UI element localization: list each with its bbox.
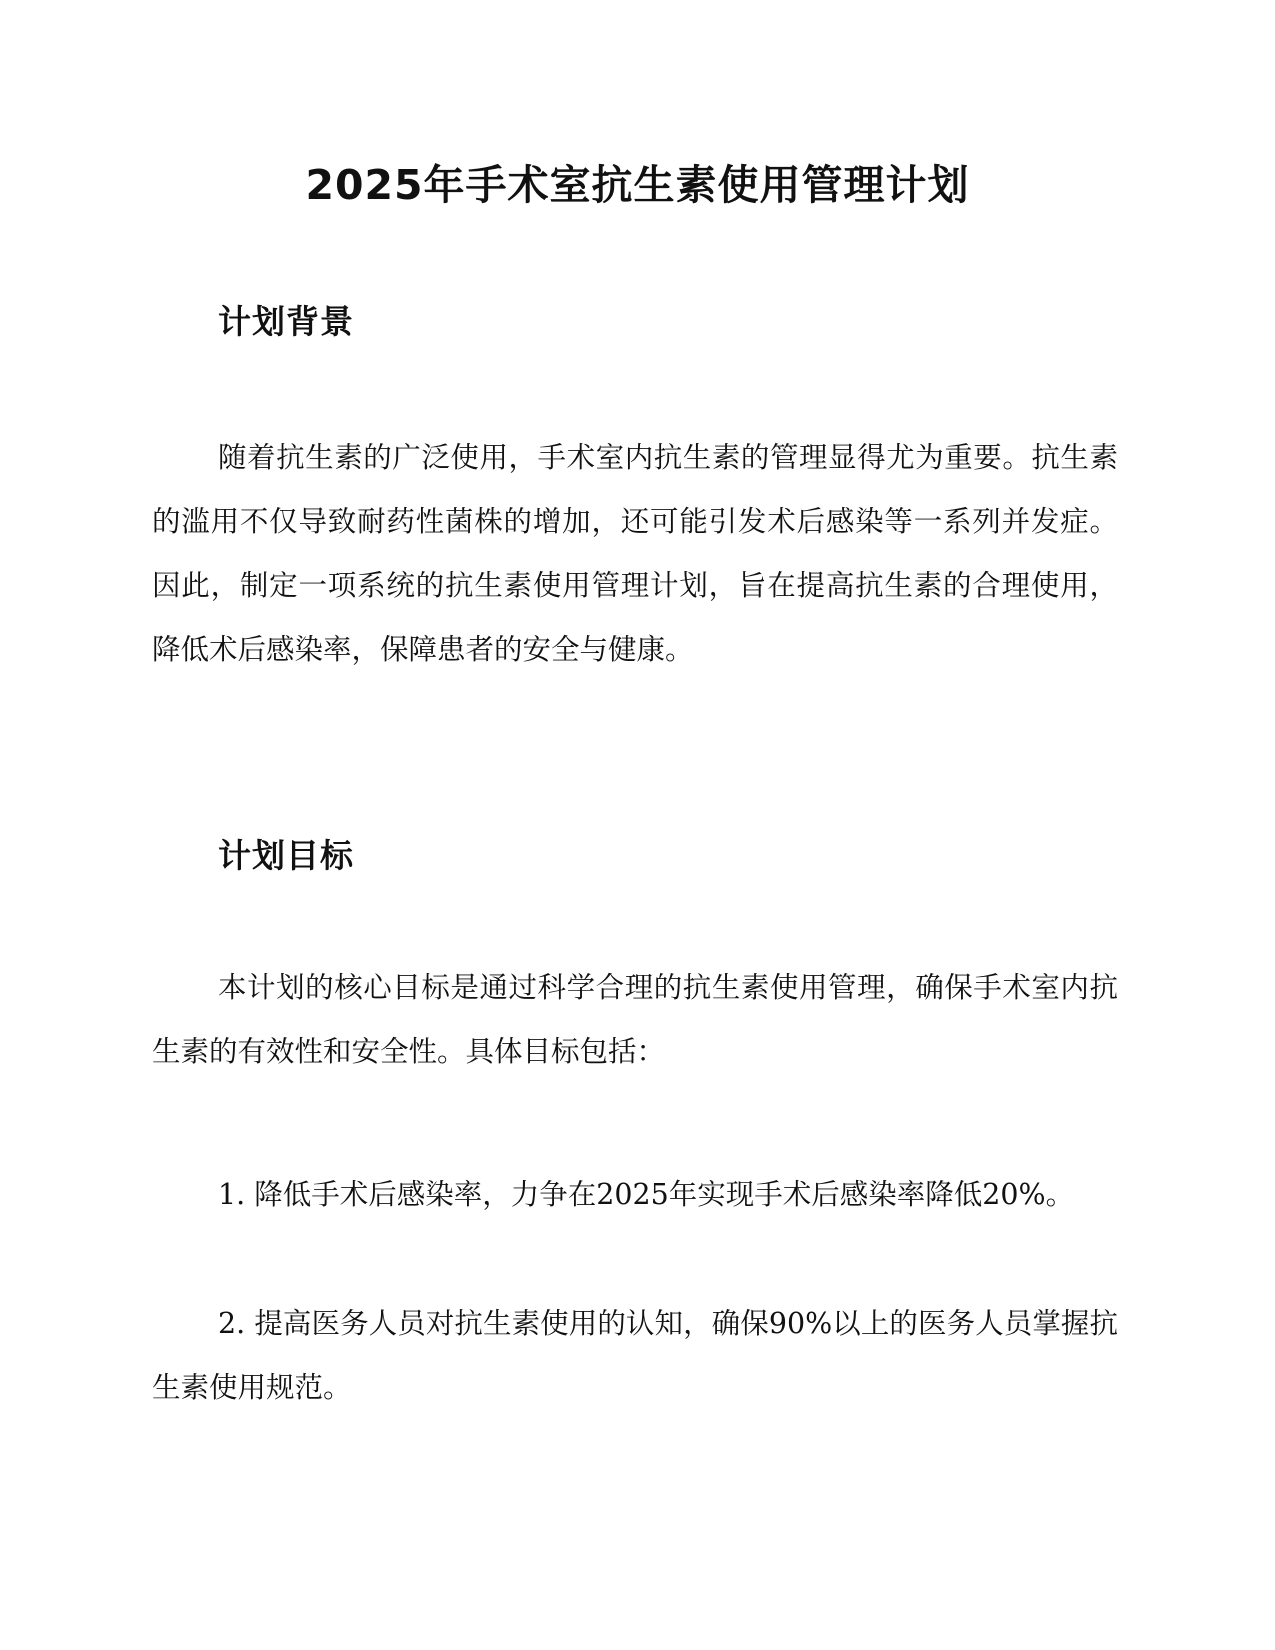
section-heading-background: 计划背景: [218, 302, 354, 341]
goal-list-item: 1. 降低手术后感染率，力争在2025年实现手术后感染率降低20%。: [218, 1178, 1075, 1211]
section-heading-goals: 计划目标: [218, 836, 354, 875]
document-title: 2025年手术室抗生素使用管理计划: [305, 161, 970, 209]
goals-intro-paragraph: 本计划的核心目标是通过科学合理的抗生素使用管理，确保手术室内抗生素的有效性和安全性。具体目标包括：: [152, 971, 1118, 1068]
goal-list-item: 2. 提高医务人员对抗生素使用的认知，确保90%以上的医务人员掌握抗生素使用规范。: [152, 1307, 1118, 1404]
background-paragraph: 随着抗生素的广泛使用，手术室内抗生素的管理显得尤为重要。抗生素的滥用不仅导致耐药性菌株的增加，还可能引发术后感染等一系列并发症。因此，制定一项系统的抗生素使用管理计划，旨在提高抗生素的合理使用，降低术后感染率，保障患者的安全与健康。: [152, 441, 1118, 666]
